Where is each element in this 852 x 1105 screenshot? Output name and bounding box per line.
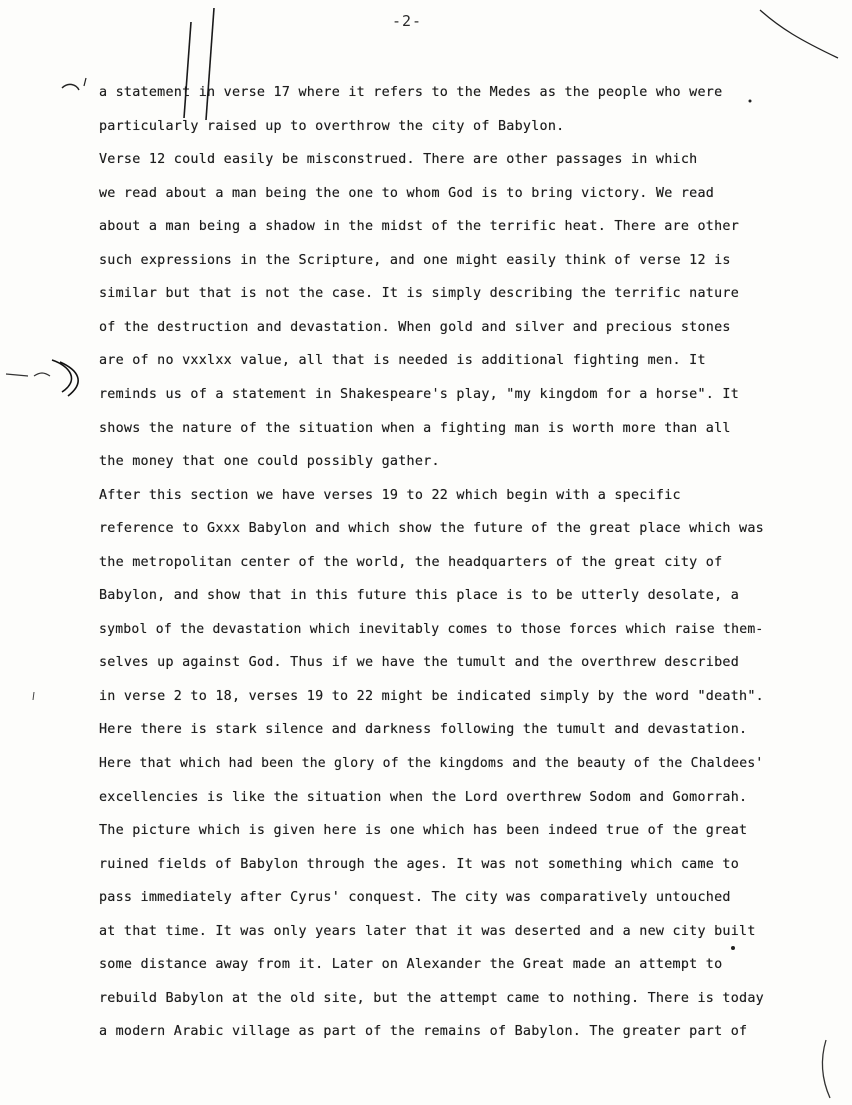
page-number: -2- (392, 12, 423, 30)
margin-mark (34, 373, 50, 376)
text-line: a statement in verse 17 where it refers to the Medes as the people who were (99, 85, 723, 100)
margin-mark (6, 374, 28, 376)
text-line: selves up against God. Thus if we have the tumult and the overthrew described (99, 655, 740, 670)
text-line: about a man being a shadow in the midst of the terrific heat. There are other (99, 219, 740, 234)
text-line: particularly raised up to overthrow the city of Babylon. (99, 119, 565, 134)
margin-mark (52, 360, 71, 392)
text-line: shows the nature of the situation when a fighting man is worth more than all (99, 421, 731, 436)
text-line: similar but that is not the case. It is simply describing the terrific nature (99, 286, 740, 301)
corner-mark (823, 1040, 830, 1098)
text-line: Here there is stark silence and darkness following the tumult and devastation. (99, 722, 748, 737)
text-line: the metropolitan center of the world, the headquarters of the great city of (99, 555, 723, 570)
margin-mark (33, 692, 34, 700)
margin-mark (84, 78, 86, 86)
text-line: such expressions in the Scripture, and one might easily think of verse 12 is (99, 253, 731, 268)
text-line: in verse 2 to 18, verses 19 to 22 might be indicated simply by the word "death". (99, 689, 764, 704)
text-line: excellencies is like the situation when the Lord overthrew Sodom and Gomorrah. (99, 790, 748, 805)
text-line: Verse 12 could easily be misconstrued. There are other passages in which (99, 152, 698, 167)
text-line: rebuild Babylon at the old site, but the attempt came to nothing. There is today (99, 991, 764, 1006)
text-line: pass immediately after Cyrus' conquest. The city was comparatively untouched (99, 890, 731, 905)
text-line: at that time. It was only years later that it was deserted and a new city built (99, 924, 756, 939)
text-line: reminds us of a statement in Shakespeare's play, "my kingdom for a horse". It (99, 387, 740, 402)
text-line: Babylon, and show that in this future this place is to be utterly desolate, a (99, 588, 740, 603)
pen-stroke (184, 22, 191, 118)
pen-stroke (206, 8, 214, 120)
ink-dot (749, 100, 752, 103)
text-line: ruined fields of Babylon through the ages. It was not something which came to (99, 857, 740, 872)
text-line: the money that one could possibly gather. (99, 454, 440, 469)
text-line: of the destruction and devastation. When gold and silver and precious stones (99, 320, 731, 335)
text-line: Here that which had been the glory of the kingdoms and the beauty of the Chaldees' (99, 756, 764, 771)
text-line: a modern Arabic village as part of the remains of Babylon. The greater part of (99, 1024, 748, 1039)
corner-mark (760, 10, 838, 58)
margin-mark (60, 362, 78, 396)
text-line: The picture which is given here is one which has been indeed true of the great (99, 823, 748, 838)
text-line: reference to Gxxx Babylon and which show the future of the great place which was (99, 521, 764, 536)
ink-dot (731, 946, 735, 950)
text-line: symbol of the devastation which inevitably comes to those forces which raise them- (99, 622, 764, 637)
text-line: we read about a man being the one to whom God is to bring victory. We read (99, 186, 715, 201)
text-line: are of no vxxlxx value, all that is needed is additional fighting men. It (99, 353, 706, 368)
text-line: After this section we have verses 19 to 22 which begin with a specific (99, 488, 681, 503)
margin-mark (62, 84, 79, 90)
text-line: some distance away from it. Later on Alexander the Great made an attempt to (99, 957, 723, 972)
